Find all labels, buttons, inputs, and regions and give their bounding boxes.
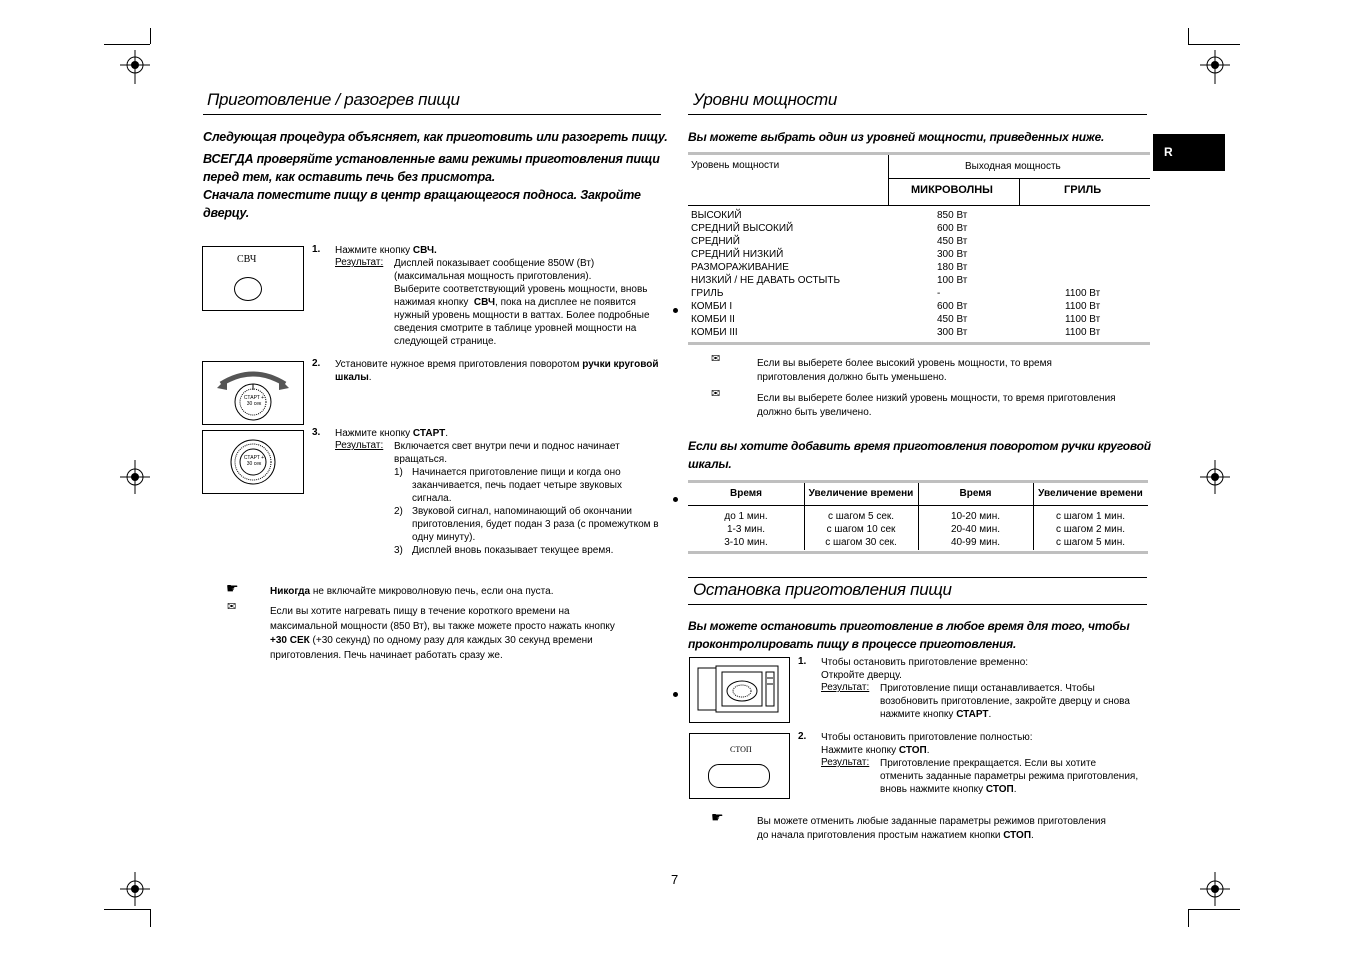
step-3-result	[394, 440, 620, 466]
header-microwave: МИКРОВОЛНЫ	[911, 184, 993, 196]
title-rule	[688, 604, 1147, 605]
result-line: возобновить приготовление, закройте дверцу и снова	[880, 696, 1130, 707]
time-column-1	[688, 510, 804, 549]
header-output-power: Выходная мощность	[965, 161, 1061, 172]
step-text: Нажмите кнопку	[821, 745, 897, 756]
grill-power-cell	[1065, 222, 1100, 235]
step-1-result	[394, 257, 650, 348]
step-2-text: Установите нужное время приготовления поворотом ручки круговой шкалы.	[335, 359, 659, 383]
step-3-result-label: Результат:	[335, 440, 384, 451]
time-cell: 10-20 мин.	[950, 511, 1001, 522]
dial-label: СТАРТ + 30 сек	[243, 395, 265, 407]
add-time-intro	[688, 437, 1150, 473]
result-line: Приготовление прекращается. Если вы хотите	[880, 758, 1097, 769]
section-title-stop: Остановка приготовления пищи	[693, 580, 952, 599]
result-line: отменить заданные параметры режима приготовления,	[880, 771, 1139, 782]
registration-mark-icon	[1198, 50, 1232, 84]
result-line: следующей странице.	[394, 336, 497, 347]
pointing-hand-icon: ☛	[226, 580, 239, 596]
stop-button-icon	[708, 764, 770, 788]
stop-step-1-result	[880, 682, 1130, 721]
header-increment: Увеличение времени	[808, 488, 914, 499]
result-line: Включается свет внутри печи и поднос начинает	[394, 441, 620, 452]
grill-power-cell: 1100 Вт	[1065, 301, 1101, 312]
stop-step-1-text	[821, 656, 1028, 682]
intro-line: проконтролировать пищу в процессе приготовления.	[688, 637, 1017, 651]
step-1-instruction: Нажмите кнопку	[335, 245, 411, 256]
table-divider	[888, 155, 889, 205]
stop-step-2-text	[821, 731, 1033, 757]
dial-rotate-icon	[203, 362, 303, 424]
step-line: Чтобы остановить приготовление временно:	[821, 657, 1029, 668]
microwave-power-cell: 850 Вт	[937, 210, 968, 221]
time-cell: 40-99 мин.	[950, 537, 1001, 548]
power-level-cell: КОМБИ I	[691, 301, 733, 312]
registration-mark-icon	[118, 460, 152, 494]
note-line: Если вы хотите нагревать пищу в течение короткого времени на	[270, 606, 570, 617]
bullet-dot	[673, 692, 678, 697]
microwave-power-cell: 300 Вт	[937, 327, 968, 338]
note-never	[270, 585, 553, 598]
registration-mark-icon	[1198, 872, 1232, 906]
substep-number: 2)	[394, 506, 403, 517]
header-time-2: Время	[959, 488, 992, 499]
microwave-power-cell: -	[937, 288, 941, 299]
power-level-cell: КОМБИ II	[691, 314, 735, 325]
microwave-power-cell: 600 Вт	[937, 301, 968, 312]
note-lower-power	[757, 392, 1116, 420]
microwave-power-cell: 600 Вт	[937, 223, 968, 234]
registration-mark-icon	[118, 50, 152, 84]
note-line	[270, 634, 615, 649]
increment-cell: с шагом 1 мин.	[1055, 511, 1126, 522]
substep	[394, 466, 622, 505]
start-button-panel	[202, 430, 304, 494]
result-key: СТОП	[985, 784, 1014, 795]
note-line: до начала приготовления простым нажатием кнопки СТОП.	[757, 830, 1034, 841]
substep-number: 3)	[394, 545, 403, 556]
step-1-text	[335, 244, 437, 257]
bullet-dot	[673, 308, 678, 313]
note-text: не включайте микроволновую печь, если она пуста.	[310, 586, 554, 597]
note-envelope-icon: ✉	[711, 353, 721, 365]
step-1-result-label: Результат:	[335, 257, 384, 268]
grill-power-cell	[1065, 209, 1100, 222]
start-dial-label: СТАРТ + 30 сек	[243, 455, 265, 467]
stop-note	[757, 815, 1106, 843]
microwave-power-cell: 450 Вт	[937, 314, 968, 325]
power-level-column	[691, 209, 840, 339]
grill-power-cell: 1100 Вт	[1065, 314, 1101, 325]
stop-step-2-number: 2.	[798, 731, 807, 742]
increment-cell: с шагом 2 мин.	[1055, 524, 1126, 535]
microwave-open-door-icon	[690, 658, 789, 722]
step-1-key: СВЧ.	[412, 245, 437, 256]
step-3-number: 3.	[312, 427, 321, 438]
grill-column	[1065, 209, 1100, 339]
step-key: СТОП	[898, 745, 927, 756]
registration-mark-icon	[118, 872, 152, 906]
intro-line: Вы можете остановить приготовление в любое время для того, чтобы	[688, 619, 1130, 633]
panel-microwave-label: СВЧ	[237, 254, 257, 265]
grill-power-cell: 1100 Вт	[1065, 327, 1101, 338]
note-line: приготовления. Печь начинает работать сразу же.	[270, 649, 503, 661]
grill-power-cell	[1065, 248, 1100, 261]
result-line: сведения смотрите в таблице уровней мощности на	[394, 323, 637, 334]
substep	[394, 544, 614, 557]
language-tab-label: R	[1164, 145, 1173, 159]
increment-cell: с шагом 5 мин.	[1055, 537, 1126, 548]
stop-step-1-result-label: Результат:	[821, 682, 870, 693]
note-higher-power	[757, 357, 1052, 385]
microwave-power-cell: 300 Вт	[937, 249, 968, 260]
step-3-text: Нажмите кнопку СТАРТ.	[335, 428, 448, 439]
bullet-dot	[673, 497, 678, 502]
result-key: СТАРТ	[956, 709, 989, 720]
result-line: Выберите соответствующий уровень мощности, вновь	[394, 284, 648, 295]
result-line: вновь нажмите кнопку СТОП.	[880, 784, 1017, 795]
time-cell: 3-10 мин.	[724, 537, 768, 548]
table-bottom-rule	[688, 342, 1150, 345]
table-top-rule	[688, 152, 1150, 155]
stop-step-1-number: 1.	[798, 656, 807, 667]
stop-step-2-result-label: Результат:	[821, 757, 870, 768]
time-cell: до 1 мин.	[724, 511, 768, 522]
result-text: нажимая кнопку	[394, 297, 469, 308]
step-2-key: ручки круговой	[582, 359, 659, 370]
dial-turn-panel	[202, 361, 304, 425]
note-line: должно быть увеличено.	[757, 407, 872, 418]
table-divider	[688, 205, 1150, 206]
substep-line: приготовления, будет подан 3 раза (с промежутком в	[412, 519, 659, 530]
table-divider	[1019, 178, 1020, 205]
header-power-level: Уровень мощности	[691, 160, 780, 171]
result-line: Дисплей показывает сообщение 850W (Вт)	[394, 258, 595, 269]
table-bottom-rule	[688, 551, 1148, 554]
result-line: нажмите кнопку СТАРТ.	[880, 709, 992, 720]
title-rule	[203, 114, 661, 115]
power-level-cell: РАЗМОРАЖИВАНИЕ	[691, 262, 789, 273]
microwave-power-cell: 450 Вт	[937, 236, 968, 247]
step-3-instruction: Нажмите кнопку	[335, 428, 411, 439]
step-3-key: СТАРТ	[412, 428, 446, 439]
left-intro-3: Сначала поместите пищу в центр вращающегося подноса. Закройте дверцу.	[203, 188, 641, 220]
left-intro-1: Следующая процедура объясняет, как приготовить или разогреть пищу.	[203, 130, 668, 144]
power-level-cell: СРЕДНИЙ ВЫСОКИЙ	[691, 223, 794, 234]
intro-line: Если вы хотите добавить время приготовления поворотом ручки круговой	[688, 439, 1151, 453]
header-increment-2: Увеличение времени	[1038, 488, 1143, 499]
step-3-substeps	[394, 466, 659, 557]
section-title-cooking: Приготовление / разогрев пищи	[207, 90, 460, 109]
note-text: до начала приготовления простым нажатием кнопки	[757, 830, 1001, 841]
result-key: СВЧ	[473, 297, 496, 308]
microwave-power-cell: 180 Вт	[937, 262, 968, 273]
substep-number: 1)	[394, 467, 403, 478]
left-intro-2: ВСЕГДА проверяйте установленные вами режимы приготовления пищи перед тем, как оставить печь без присмотра.	[203, 152, 660, 184]
power-level-cell: СРЕДНИЙ	[691, 236, 740, 247]
note-envelope-icon: ✉	[711, 388, 721, 400]
note-line: Если вы выберете более высокий уровень мощности, то время	[757, 358, 1052, 369]
power-level-cell: СРЕДНИЙ НИЗКИЙ	[691, 249, 784, 260]
note-line: Если вы выберете более низкий уровень мощности, то время приготовления	[757, 393, 1116, 404]
result-text: вновь нажмите кнопку	[880, 784, 984, 795]
substep-line: заканчивается, печь подает четыре звуковых	[412, 480, 622, 491]
note-key: Никогда	[270, 586, 311, 597]
open-door-illustration	[689, 657, 790, 723]
grill-power-cell	[1065, 274, 1100, 287]
note-key: СТОП	[1003, 830, 1032, 841]
step-line: Откройте дверцу.	[821, 670, 902, 681]
pointing-hand-icon: ☛	[711, 809, 724, 825]
microwave-column	[937, 209, 967, 339]
increment-cell: с шагом 10 сек	[826, 524, 896, 535]
intro-line: шкалы.	[688, 457, 732, 471]
step-2-key-2: шкалы	[335, 372, 369, 383]
time-cell: 20-40 мин.	[950, 524, 1001, 535]
stop-intro	[688, 617, 1150, 653]
power-level-cell: ГРИЛЬ	[691, 288, 724, 299]
step-2-instruction: Установите нужное время приготовления поворотом	[335, 359, 580, 370]
increment-column-2	[1033, 510, 1148, 549]
substep-line: Дисплей вновь показывает текущее время.	[412, 545, 614, 556]
increment-column-1	[804, 510, 918, 549]
note-line: приготовления должно быть уменьшено.	[757, 372, 947, 383]
time-column-2	[918, 510, 1033, 549]
result-text: нажмите кнопку	[880, 709, 954, 720]
header-grill: ГРИЛЬ	[1064, 184, 1102, 196]
header-time: Время	[730, 488, 762, 499]
increment-cell: с шагом 30 сек.	[825, 537, 897, 548]
stop-panel-label: СТОП	[730, 745, 752, 754]
stop-button-panel	[689, 733, 790, 799]
increment-cell: с шагом 5 сек.	[827, 511, 895, 522]
page-number: 7	[671, 872, 679, 887]
note-text: (+30 секунд) по одному разу для каждых 30 секунд времени	[309, 635, 593, 646]
result-line: нужный уровень мощности в ваттах. Более подробные	[394, 310, 650, 321]
note-key: +30 СЕК	[270, 635, 310, 646]
result-line	[394, 296, 650, 309]
substep-line: Звуковой сигнал, напоминающий об окончании	[412, 506, 632, 517]
step-1-number: 1.	[312, 244, 321, 255]
substep-line: одну минуту).	[412, 532, 476, 543]
grill-power-cell	[1065, 235, 1100, 248]
power-intro: Вы можете выбрать один из уровней мощности, приведенных ниже.	[688, 130, 1105, 144]
title-rule	[688, 114, 1147, 115]
stop-step-2-result	[880, 757, 1138, 796]
result-line: Приготовление пищи останавливается. Чтобы	[880, 683, 1095, 694]
result-text: , пока на дисплее не появится	[495, 297, 636, 308]
step-line: Чтобы остановить приготовление полностью:	[821, 732, 1033, 743]
result-line: (максимальная мощность приготовления).	[394, 271, 592, 282]
time-cell: 1-3 мин.	[727, 524, 765, 535]
substep-line: сигнала.	[412, 493, 452, 504]
grill-power-cell	[1065, 261, 1100, 274]
note-30-sec	[270, 605, 615, 663]
result-line: вращаться.	[394, 454, 447, 465]
step-2-number: 2.	[312, 358, 321, 369]
grill-power-cell: 1100 Вт	[1065, 288, 1101, 299]
note-line: Вы можете отменить любые заданные параметры режимов приготовления	[757, 816, 1106, 827]
registration-mark-icon	[1198, 460, 1232, 494]
power-level-cell: КОМБИ III	[691, 327, 738, 338]
note-envelope-icon: ✉	[227, 601, 237, 613]
step-line: Нажмите кнопку СТОП.	[821, 745, 930, 756]
stop-top-rule	[688, 577, 1147, 578]
microwave-button-panel	[202, 246, 304, 311]
power-level-cell: НИЗКИЙ / НЕ ДАВАТЬ ОСТЫТЬ	[691, 275, 841, 286]
microwave-button-icon	[234, 277, 262, 301]
section-title-power-levels: Уровни мощности	[693, 90, 837, 109]
substep-line: Начинается приготовление пищи и когда оно	[412, 467, 621, 478]
language-tab	[1153, 134, 1225, 171]
microwave-power-cell: 100 Вт	[937, 275, 968, 286]
power-level-cell: ВЫСОКИЙ	[691, 210, 742, 221]
substep	[394, 505, 659, 544]
note-line: максимальной мощности (850 Вт), вы также можете просто нажать кнопку	[270, 620, 615, 632]
